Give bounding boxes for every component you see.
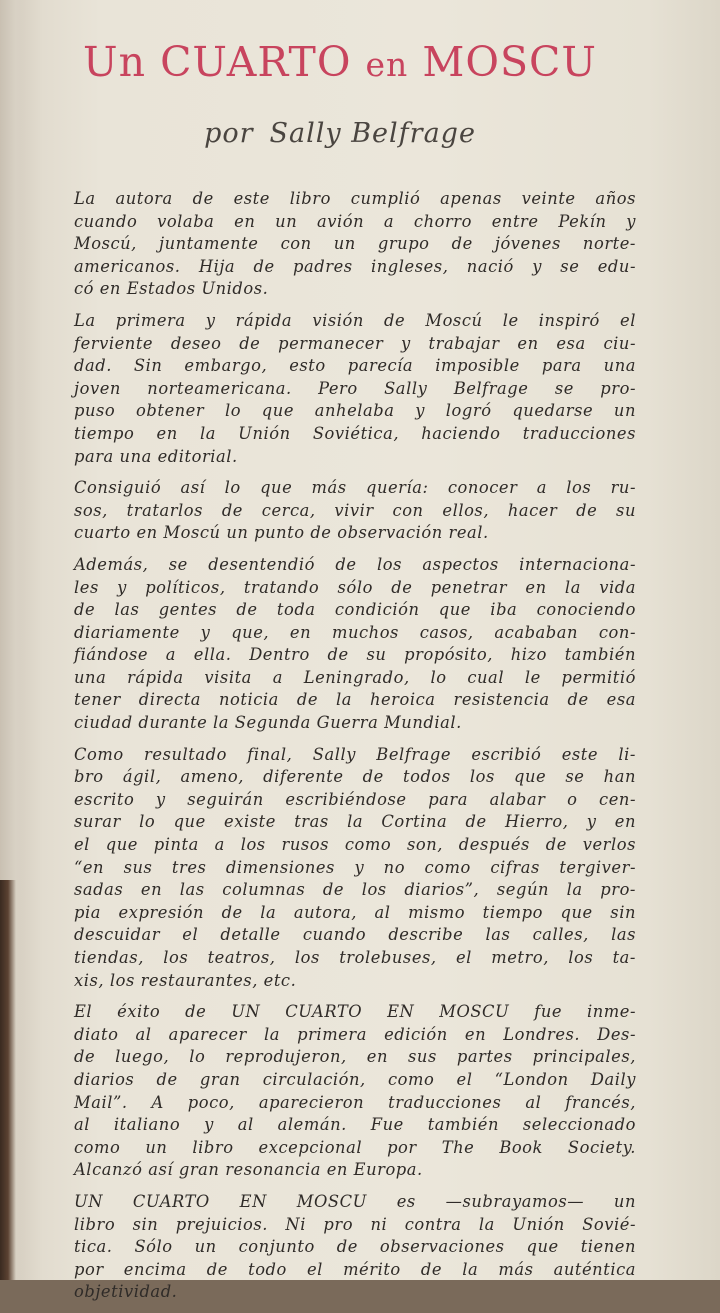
blurb-line: Alcanzó así gran resonancia en Europa. (74, 1160, 423, 1180)
blurb-paragraph (74, 1191, 636, 1304)
blurb-line: dad. Sin embargo, esto parecía imposible para una (74, 356, 636, 376)
blurb-paragraph (74, 477, 636, 545)
blurb-line: libro sin prejuicios. Ni pro ni contra la Unión Sovié- (74, 1214, 636, 1234)
blurb-line: La autora de este libro cumplió apenas veinte años (74, 189, 636, 208)
blurb-line: americanos. Hija de padres ingleses, nació y se edu- (74, 256, 636, 276)
blurb-line: surar lo que existe tras la Cortina de Hierro, y en (74, 812, 636, 832)
title-word-un: Un (83, 38, 147, 86)
blurb-line: Moscú, juntamente con un grupo de jóvenes norte- (74, 234, 636, 254)
blurb-line: tica. Sólo un conjunto de observaciones que tienen (74, 1237, 636, 1257)
blurb-line: pia expresión de la autora, al mismo tiempo que sin (74, 902, 636, 922)
author-name: Sally Belfrage (269, 118, 476, 149)
blurb-line: cuando volaba en un avión a chorro entre Pekín y (74, 211, 636, 231)
title-word-moscu: MOSCU (422, 38, 597, 86)
blurb-line: como un libro excepcional por The Book Society. (74, 1137, 636, 1157)
blurb-line: diariamente y que, en muchos casos, acababan con- (74, 622, 636, 642)
blurb-line: puso obtener lo que anhelaba y logró quedarse un (74, 401, 636, 421)
blurb-line: sadas en las columnas de los diarios”, según la pro- (74, 880, 636, 900)
blurb-line: ciudad durante la Segunda Guerra Mundial. (74, 713, 462, 733)
blurb-line: por encima de todo el mérito de la más auténtica (74, 1259, 636, 1279)
blurb-line: descuidar el detalle cuando describe las calles, las (74, 925, 636, 945)
blurb-line: el que pinta a los rusos como son, después de verlos (74, 835, 636, 855)
blurb-line: una rápida visita a Leningrado, lo cual le permitió (74, 667, 636, 687)
blurb-line: bro ágil, ameno, diferente de todos los que se han (74, 767, 636, 787)
blurb-line: objetividad. (74, 1282, 178, 1302)
blurb-line: para una editorial. (74, 446, 238, 466)
byline-por: por (204, 118, 254, 149)
blurb-line: Como resultado final, Sally Belfrage escribió este li- (74, 744, 636, 764)
blurb-line: Consiguió así lo que más quería: conocer a los ru- (74, 478, 636, 498)
blurb-line: tiempo en la Unión Soviética, haciendo traducciones (74, 423, 636, 443)
title-word-en: en (365, 45, 409, 84)
blurb-line: El éxito de UN CUARTO EN MOSCU fue inme- (74, 1002, 636, 1022)
title-word-cuarto: CUARTO (160, 38, 352, 86)
blurb-paragraph (74, 310, 636, 468)
blurb-line: les y políticos, tratando sólo de penetrar en la vida (74, 577, 636, 597)
blurb-paragraph (74, 744, 636, 993)
blurb-paragraph (74, 554, 636, 735)
blurb-line: de las gentes de toda condición que iba conociendo (74, 600, 636, 620)
blurb-line: joven norteamericana. Pero Sally Belfrage se pro- (74, 378, 636, 398)
blurb-line: “en sus tres dimensiones y no como cifras tergiver- (74, 857, 636, 877)
blurb-line: cuarto en Moscú un punto de observación real. (74, 523, 489, 543)
blurb-line: tiendas, los teatros, los trolebuses, el metro, los ta- (74, 948, 636, 967)
blurb-line: fiándose a ella. Dentro de su propósito, hizo también (74, 645, 636, 665)
blurb-line: sos, tratarlos de cerca, vivir con ellos, hacer de su (74, 500, 636, 520)
blurb-line: de luego, lo reprodujeron, en sus partes principales, (74, 1047, 636, 1067)
jacket-blurb (74, 188, 636, 1313)
blurb-line: có en Estados Unidos. (74, 279, 269, 299)
cover-edge-dark (0, 880, 16, 1280)
blurb-paragraph (74, 1001, 636, 1182)
blurb-line: UN CUARTO EN MOSCU es —subrayamos— un (74, 1191, 636, 1211)
blurb-line: diato al aparecer la primera edición en Londres. Des- (74, 1024, 636, 1044)
blurb-line: ferviente deseo de permanecer y trabajar en esa ciu- (74, 333, 636, 353)
blurb-line: La primera y rápida visión de Moscú le inspiró el (74, 310, 636, 330)
blurb-line: escrito y seguirán escribiéndose para alabar o cen- (74, 789, 636, 809)
blurb-line: Además, se desentendió de los aspectos internaciona- (74, 554, 636, 574)
book-title (0, 38, 680, 86)
blurb-paragraph (74, 188, 636, 301)
author-byline (0, 118, 680, 149)
blurb-line: al italiano y al alemán. Fue también seleccionado (74, 1115, 636, 1135)
blurb-line: xis, los restaurantes, etc. (74, 970, 297, 990)
blurb-line: diarios de gran circulación, como el “London Daily (74, 1069, 636, 1089)
blurb-line: tener directa noticia de la heroica resistencia de esa (74, 690, 636, 710)
blurb-line: Mail”. A poco, aparecieron traducciones al francés, (74, 1092, 636, 1112)
